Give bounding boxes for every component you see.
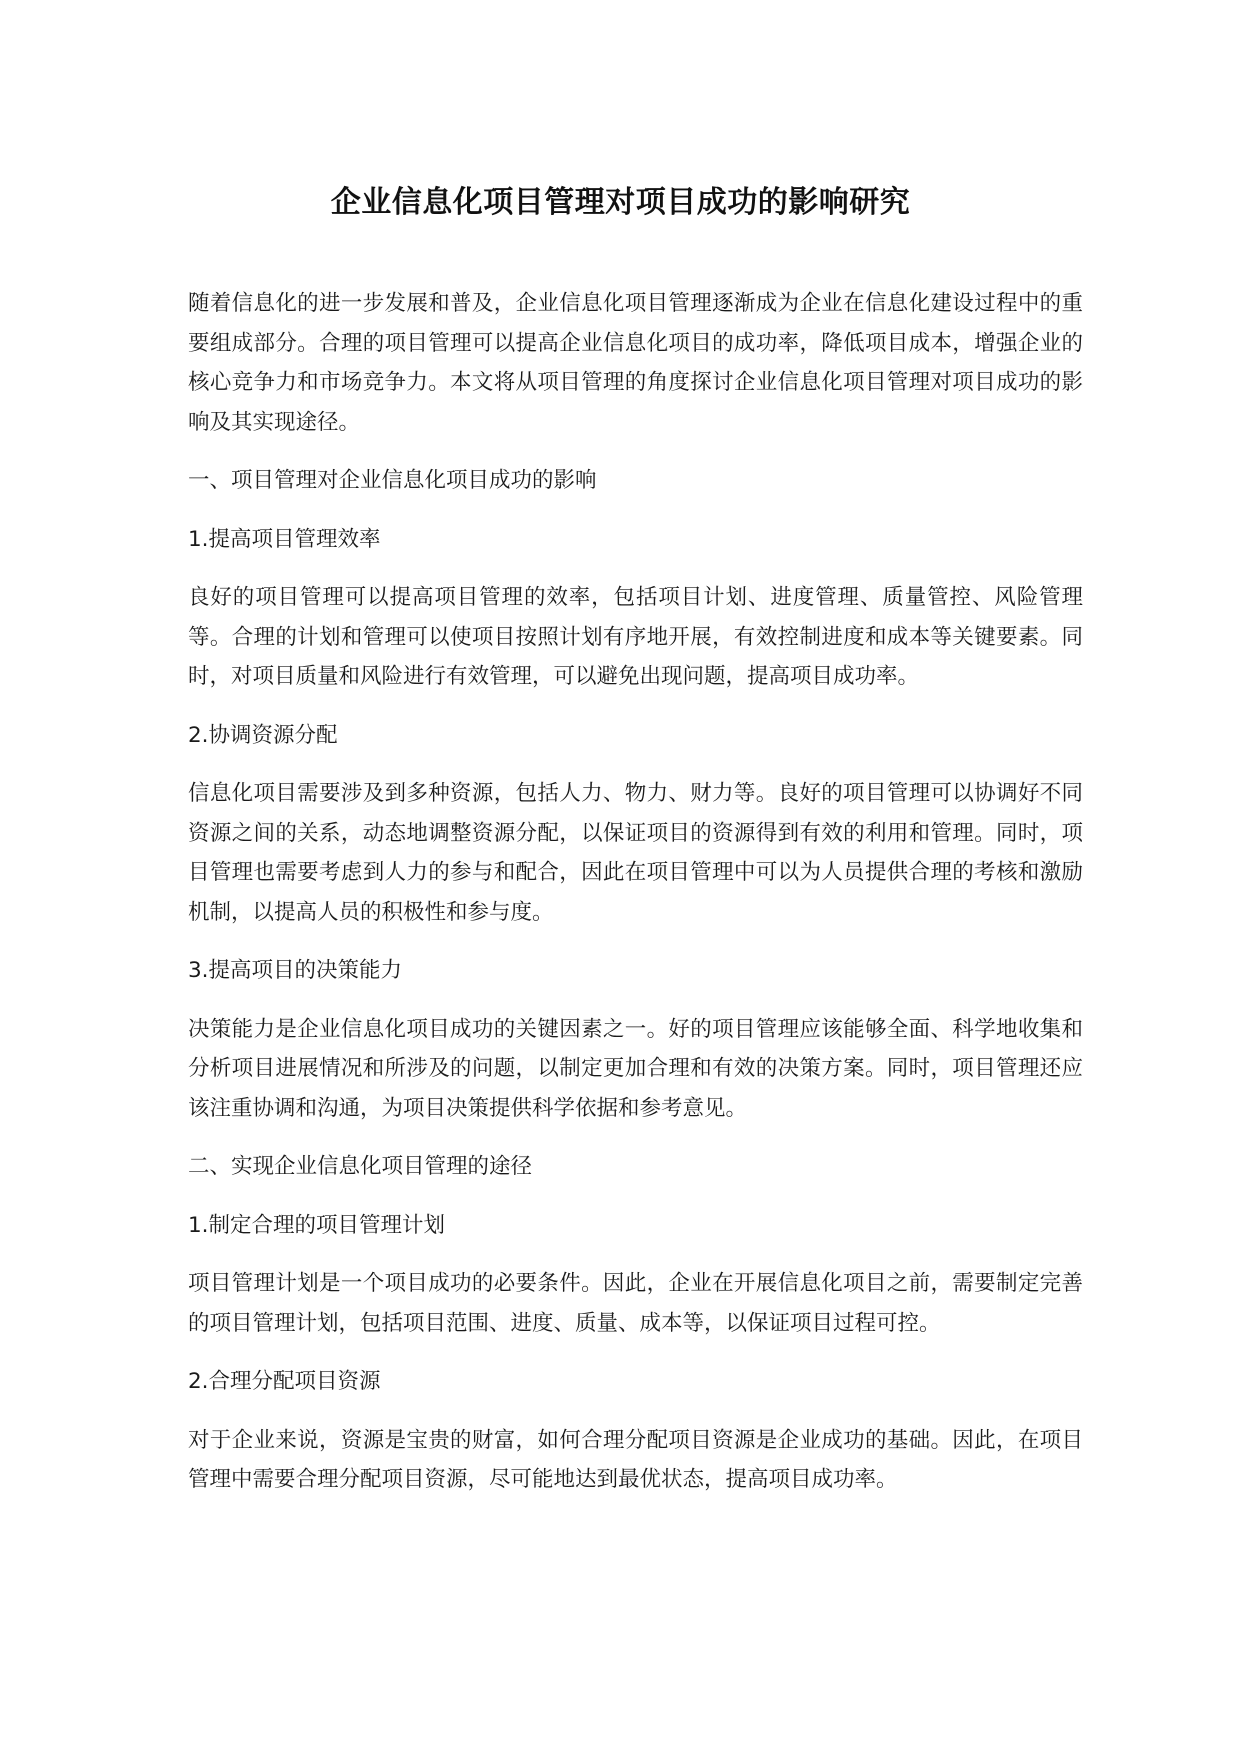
subsection-text-2-2: 对于企业来说，资源是宝贵的财富，如何合理分配项目资源是企业成功的基础。因此，在项目管理中需要合理分配项目资源，尽可能地达到最优状态，提高项目成功率。 — [188, 1427, 1083, 1492]
subsection-heading-2-2: 2.合理分配项目资源 — [188, 1369, 381, 1394]
section-heading-2: 二、实现企业信息化项目管理的途径 — [188, 1154, 533, 1179]
subsection-text-2-1: 项目管理计划是一个项目成功的必要条件。因此，企业在开展信息化项目之前，需要制定完善的项目管理计划，包括项目范围、进度、质量、成本等，以保证项目过程可控。 — [188, 1271, 1083, 1336]
intro-paragraph: 随着信息化的进一步发展和普及，企业信息化项目管理逐渐成为企业在信息化建设过程中的重要组成部分。合理的项目管理可以提高企业信息化项目的成功率，降低项目成本，增强企业的核心竞争力和市场竞争力。本文将从项目管理的角度探讨企业信息化项目管理对项目成功的影响及其实现途径。 — [188, 291, 1083, 435]
section-heading-1: 一、项目管理对企业信息化项目成功的影响 — [188, 468, 597, 493]
subsection-text-1-3: 决策能力是企业信息化项目成功的关键因素之一。好的项目管理应该能够全面、科学地收集和分析项目进展情况和所涉及的问题，以制定更加合理和有效的决策方案。同时，项目管理还应该注重协调和沟通，为项目决策提供科学依据和参考意见。 — [188, 1016, 1083, 1121]
subsection-text-1-1: 良好的项目管理可以提高项目管理的效率，包括项目计划、进度管理、质量管控、风险管理等。合理的计划和管理可以使项目按照计划有序地开展，有效控制进度和成本等关键要素。同时，对项目质量和风险进行有效管理，可以避免出现问题，提高项目成功率。 — [188, 585, 1083, 689]
subsection-heading-1-2: 2.协调资源分配 — [188, 722, 338, 748]
subsection-text-1-2: 信息化项目需要涉及到多种资源，包括人力、物力、财力等。良好的项目管理可以协调好不同资源之间的关系，动态地调整资源分配，以保证项目的资源得到有效的利用和管理。同时，项目管理也需要考虑到人力的参与和配合，因此在项目管理中可以为人员提供合理的考核和激励机制，以提高人员的积极性和参与度。 — [188, 781, 1083, 925]
subsection-heading-1-3: 3.提高项目的决策能力 — [188, 958, 403, 983]
document-body — [188, 284, 1083, 1500]
subsection-heading-1-1: 1.提高项目管理效率 — [188, 526, 381, 552]
document-title: 企业信息化项目管理对项目成功的影响研究 — [330, 185, 911, 220]
subsection-heading-2-1: 1.制定合理的项目管理计划 — [188, 1212, 446, 1238]
